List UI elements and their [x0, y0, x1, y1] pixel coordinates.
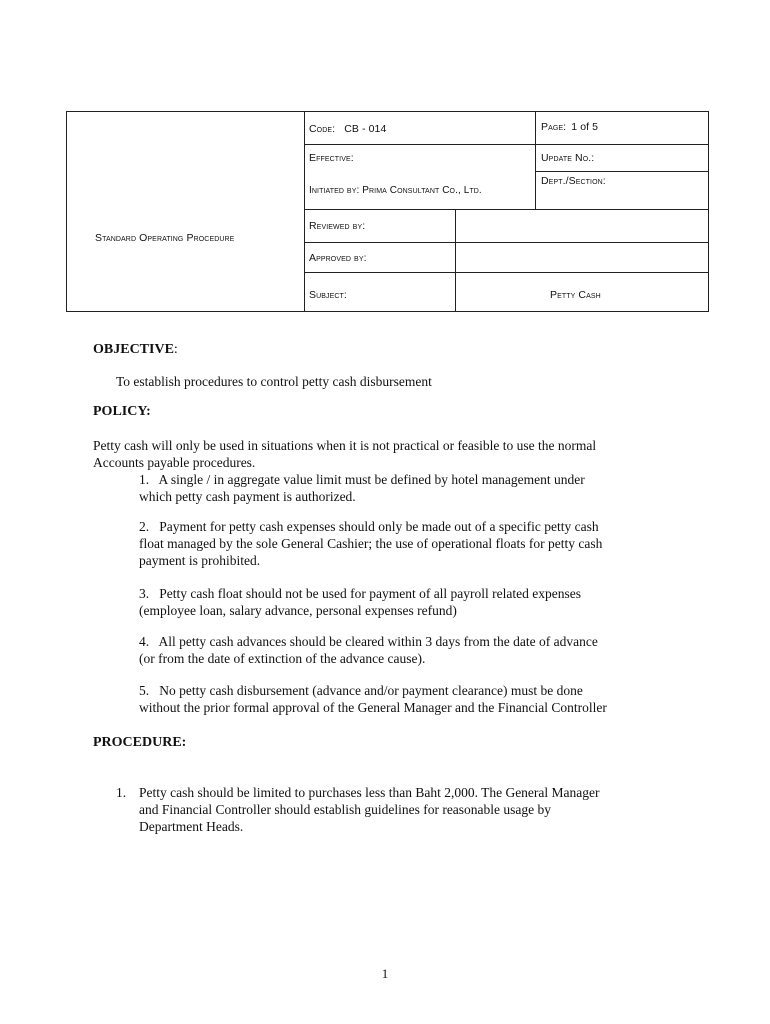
page-number: 1 [381, 966, 389, 981]
sop-header-table [66, 111, 709, 312]
divider [304, 209, 708, 210]
sop-title-text: Standard Operating Procedure [95, 232, 235, 244]
reviewed-field [309, 220, 365, 232]
initiated-label: Initiated by: [309, 185, 360, 196]
subject-label: Subject: [309, 289, 347, 301]
divider [304, 272, 708, 273]
policy-item-2-line3: payment is prohibited. [139, 553, 261, 568]
procedure-item-1-line1: Petty cash should be limited to purchases less than Baht 2,000. The General Manager [139, 785, 600, 800]
subject-field [309, 289, 347, 301]
effective-label: Effective: [309, 152, 354, 164]
list-item [139, 784, 679, 835]
dept-field [541, 175, 606, 187]
policy-intro-line1: Petty cash will only be used in situations when it is not practical or feasible to use the normal [93, 438, 597, 453]
page-field [541, 121, 598, 133]
item-text: Payment for petty cash expenses should only be made out of a specific petty cash [159, 519, 599, 534]
divider [304, 144, 708, 145]
policy-item-3-line2: (employee loan, salary advance, personal expenses refund) [139, 603, 457, 618]
update-label: Update No.: [541, 152, 595, 164]
list-item [139, 585, 679, 619]
item-number: 3. [139, 586, 150, 601]
divider [535, 171, 708, 172]
item-number: 1. [139, 472, 150, 487]
list-item [139, 471, 679, 505]
subject-value [550, 289, 601, 301]
initiated-value: Prima Consultant Co., Ltd. [362, 185, 482, 196]
update-field [541, 152, 594, 164]
initiated-field [309, 185, 482, 196]
list-item [139, 518, 679, 569]
page-value: 1 of 5 [571, 121, 599, 133]
item-number: 5. [139, 683, 150, 698]
code-label: Code: [309, 123, 336, 135]
policy-heading: POLICY: [93, 404, 151, 419]
item-text: Petty cash float should not be used for payment of all payroll related expenses [159, 586, 582, 601]
effective-field [309, 152, 354, 164]
policy-item-1-line1 [139, 471, 679, 488]
objective-text: To establish procedures to control petty cash disbursement [116, 374, 432, 389]
divider [304, 112, 305, 311]
subject-value-text: Petty Cash [550, 289, 601, 301]
procedure-item-1-line2: and Financial Controller should establish guidelines for reasonable usage by [139, 802, 552, 817]
policy-item-4-line1 [139, 633, 679, 650]
list-item [139, 633, 679, 667]
divider [304, 242, 708, 243]
procedure-heading: PROCEDURE: [93, 735, 187, 750]
policy-item-2-line2: float managed by the sole General Cashier; the use of operational floats for petty cash [139, 536, 603, 551]
procedure-item-number: 1. [116, 785, 127, 800]
objective-heading [93, 341, 178, 358]
approved-label: Approved by: [309, 252, 367, 264]
code-field [309, 123, 386, 135]
approved-field [309, 252, 367, 264]
policy-item-5-line1 [139, 682, 679, 699]
policy-item-4-line2: (or from the date of extinction of the advance cause). [139, 651, 426, 666]
policy-item-5-line2: without the prior formal approval of the General Manager and the Financial Controller [139, 700, 607, 715]
list-item [139, 682, 679, 716]
divider [535, 112, 536, 209]
item-text: All petty cash advances should be cleared within 3 days from the date of advance [158, 634, 598, 649]
item-number: 2. [139, 519, 150, 534]
item-number: 4. [139, 634, 150, 649]
code-value: CB - 014 [344, 123, 387, 135]
policy-item-1-line2: which petty cash payment is authorized. [139, 489, 356, 504]
sop-title [95, 232, 234, 244]
policy-item-3-line1 [139, 585, 679, 602]
reviewed-label: Reviewed by: [309, 220, 366, 232]
policy-item-2-line1 [139, 518, 679, 535]
procedure-item-1-line3: Department Heads. [139, 819, 244, 834]
objective-heading-text: OBJECTIVE [93, 342, 174, 357]
policy-intro-line2: Accounts payable procedures. [93, 455, 256, 470]
page-label: Page: [541, 121, 567, 133]
item-text: No petty cash disbursement (advance and/or payment clearance) must be done [159, 683, 583, 698]
objective-heading-colon: : [173, 342, 178, 357]
divider [455, 209, 456, 311]
dept-label: Dept./Section: [541, 175, 606, 187]
item-text: A single / in aggregate value limit must be defined by hotel management under [158, 472, 585, 487]
